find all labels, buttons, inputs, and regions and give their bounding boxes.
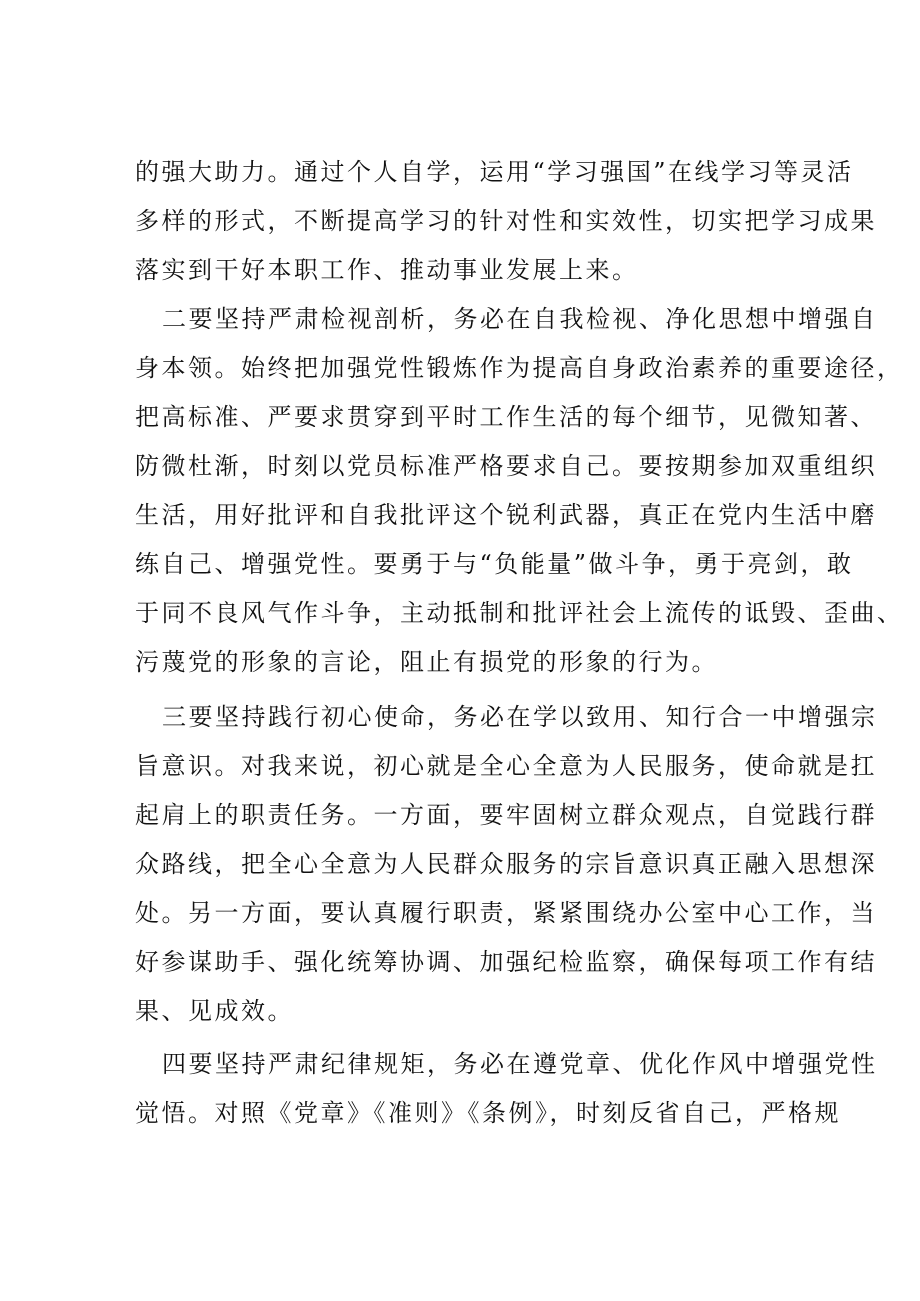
text-line: 身本领。始终把加强党性锻炼作为提高自身政治素养的重要途径， bbox=[135, 354, 904, 382]
text-line: 生活，用好批评和自我批评这个锐利武器，真正在党内生活中磨 bbox=[135, 501, 877, 529]
text-line: 旨意识。对我来说，初心就是全心全意为人民服务，使命就是扛 bbox=[135, 752, 877, 780]
paragraph-4-first-line: 四要坚持严肃纪律规矩，务必在遵党章、优化作风中增强党性 bbox=[162, 1050, 878, 1078]
text-line: 果、见成效。 bbox=[135, 997, 294, 1025]
text-line: 好参谋助手、强化统筹协调、加强纪检监察，确保每项工作有结 bbox=[135, 948, 877, 976]
text-line: 把高标准、严要求贯穿到平时工作生活的每个细节，见微知著、 bbox=[135, 403, 877, 431]
text-line: 觉悟。对照《党章》《准则》《条例》，时刻反省自己，严格规 bbox=[135, 1099, 841, 1127]
text-line: 练自己、增强党性。要勇于与“负能量”做斗争，勇于亮剑，敢 bbox=[135, 550, 854, 578]
paragraph-2-first-line: 二要坚持严肃检视剖析，务必在自我检视、净化思想中增强自 bbox=[162, 305, 878, 333]
text-line: 处。另一方面，要认真履行职责，紧紧围绕办公室中心工作，当 bbox=[135, 899, 877, 927]
text-line: 的强大助力。通过个人自学，运用“学习强国”在线学习等灵活 bbox=[135, 158, 854, 186]
text-line: 于同不良风气作斗争，主动抵制和批评社会上流传的诋毁、歪曲、 bbox=[135, 599, 904, 627]
text-line: 防微杜渐，时刻以党员标准严格要求自己。要按期参加双重组织 bbox=[135, 452, 877, 480]
text-line: 污蔑党的形象的言论，阻止有损党的形象的行为。 bbox=[135, 648, 718, 676]
text-line: 起肩上的职责任务。一方面，要牢固树立群众观点，自觉践行群 bbox=[135, 801, 877, 829]
paragraph-3-first-line: 三要坚持践行初心使命，务必在学以致用、知行合一中增强宗 bbox=[162, 703, 878, 731]
text-line: 落实到干好本职工作、推动事业发展上来。 bbox=[135, 256, 639, 284]
text-line: 多样的形式，不断提高学习的针对性和实效性，切实把学习成果 bbox=[135, 207, 877, 235]
text-line: 众路线，把全心全意为人民群众服务的宗旨意识真正融入思想深 bbox=[135, 850, 877, 878]
